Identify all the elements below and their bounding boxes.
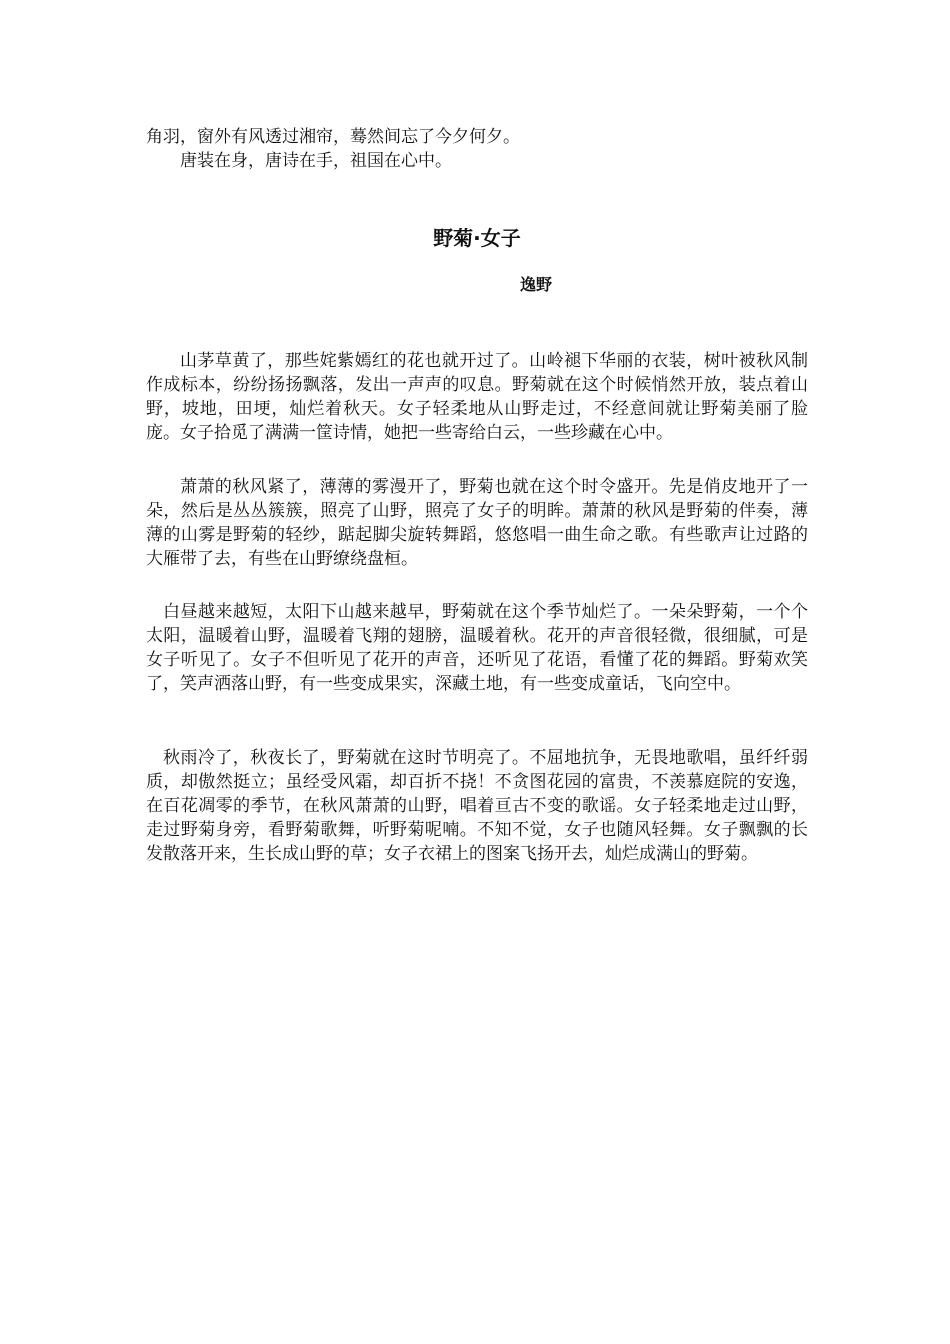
article-author: 逸野 <box>519 275 552 294</box>
article-paragraph <box>146 600 808 696</box>
paragraph-text: 山茅草黄了，那些姹紫嫣红的花也就开过了。山岭褪下华丽的衣装，树叶被秋风制作成标本，纷纷扬扬飘落，发出一声声的叹息。野菊就在这个时候悄然开放，装点着山野，坡地，田埂，灿烂着秋天。女子轻柔地从山野走过，不经意间就让野菊美丽了脸庞。女子拾觅了满满一筐诗情，她把一些寄给白云，一些珍藏在心中。 <box>146 351 808 443</box>
article-paragraph <box>146 746 808 866</box>
paragraph-text: 白昼越来越短，太阳下山越来越早，野菊就在这个季节灿烂了。一朵朵野菊，一个个太阳，温暖着山野，温暖着飞翔的翅膀，温暖着秋。花开的声音很轻微，很细腻，可是女子听见了。女子不但听见了花开的声音，还听见了花语，看懂了花的舞蹈。野菊欢笑了，笑声洒落山野，有一些变成果实，深藏土地，有一些变成童话，飞向空中。 <box>146 602 808 694</box>
paragraph-text: 萧萧的秋风紧了，薄薄的雾漫开了，野菊也就在这个时令盛开。先是俏皮地开了一朵，然后是丛丛簇簇，照亮了山野，照亮了女子的明眸。萧萧的秋风是野菊的伴奏，薄薄的山雾是野菊的轻纱，踮起脚尖旋转舞蹈，悠悠唱一曲生命之歌。有些歌声让过路的大雁带了去，有些在山野缭绕盘桓。 <box>146 477 808 569</box>
article-paragraph <box>146 349 808 445</box>
continuation-closing-line: 唐装在身，唐诗在手，祖国在心中。 <box>180 151 452 171</box>
continuation-line: 角羽，窗外有风透过湘帘，蓦然间忘了今夕何夕。 <box>146 127 520 147</box>
paragraph-text: 秋雨冷了，秋夜长了，野菊就在这时节明亮了。不屈地抗争，无畏地歌唱，虽纤纤弱质，却傲然挺立；虽经受风霜，却百折不挠！不贪图花园的富贵，不羡慕庭院的安逸，在百花凋零的季节，在秋风萧萧的山野，唱着亘古不变的歌谣。女子轻柔地走过山野，走过野菊身旁，看野菊歌舞，听野菊呢喃。不知不觉，女子也随风轻舞。女子飘飘的长发散落开来，生长成山野的草；女子衣裙上的图案飞扬开去，灿烂成满山的野菊。 <box>146 748 808 864</box>
article-author-row <box>146 273 808 297</box>
article-paragraph <box>146 475 808 571</box>
article-title: 野菊·女子 <box>433 226 521 250</box>
previous-article-ending <box>146 125 808 173</box>
